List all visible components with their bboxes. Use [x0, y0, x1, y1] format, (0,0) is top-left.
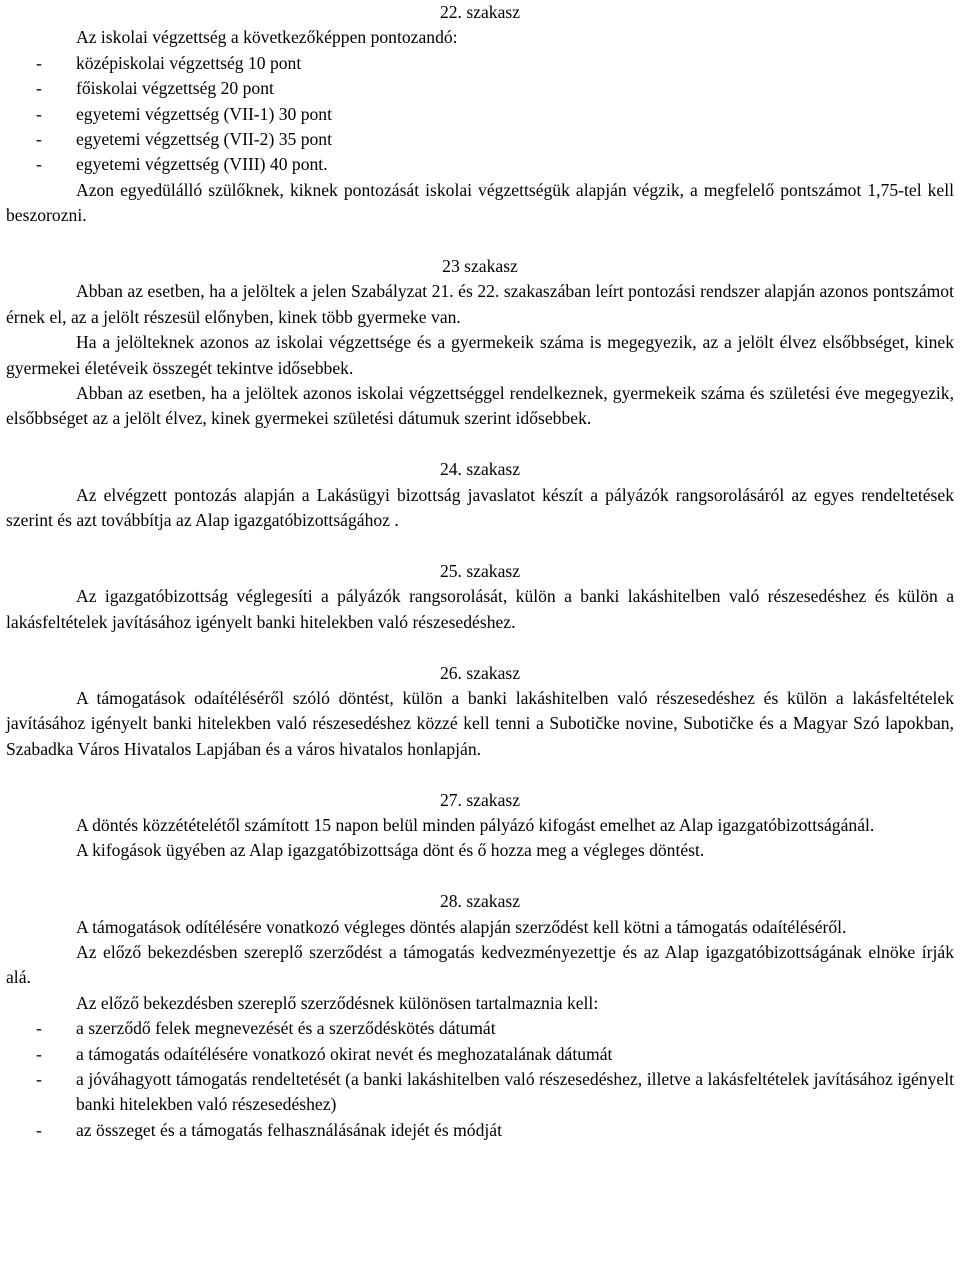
paragraph: Az elvégzett pontozás alapján a Lakásügyi bizottság javaslatot készít a pályázók rangsorolásáról az egyes rendeltetések szerint és azt továbbítja az Alap igazgatóbizottságához . [6, 484, 954, 531]
section-heading: 23 szakasz [442, 256, 518, 277]
list-item: - középiskolai végzettség 10 pont [6, 51, 954, 76]
section-heading: 27. szakasz [439, 789, 521, 810]
paragraph: A támogatások odítélésére vonatkozó végleges döntés alapján szerződést kell kötni a támogatás odaítéléséről. [76, 916, 847, 937]
list-item: - a jóváhagyott támogatás rendeltetését (a banki lakáshitelben való részesedéshez, illetve a lakásfeltételek javításához igényelt banki hitelekben való részesedéshez) [36, 1068, 954, 1115]
section-23 [6, 254, 954, 432]
paragraph: A kifogások ügyében az Alap igazgatóbizottsága dönt és ő hozza meg a végleges döntést. [76, 840, 705, 861]
paragraph: A döntés közzétételétől számított 15 napon belül minden pályázó kifogást emelhet az Alap igazgatóbizottságánál. [76, 814, 875, 835]
list-dash: - [36, 78, 42, 99]
section-heading: 28. szakasz [439, 891, 521, 912]
spacer [6, 229, 954, 254]
list-item: - egyetemi végzettség (VII-1) 30 pont [6, 102, 954, 127]
paragraph: Az előző bekezdésben szereplő szerződésnek különösen tartalmaznia kell: [76, 992, 599, 1013]
paragraph: Az igazgatóbizottság véglegesíti a pályázók rangsorolását, külön a banki lakáshitelben való részesedéshez és külön a lakásfeltételek javításához igényelt banki hitelekben való részesedéshez. [6, 586, 954, 632]
section-27 [6, 788, 954, 864]
paragraph: Azon egyedülálló szülőknek, kiknek pontozását iskolai végzettségük alapján végzik, a megfelelő pontszámot 1,75-tel kell beszorozni. [6, 179, 954, 226]
section-heading: 25. szakasz [439, 560, 521, 581]
spacer [6, 432, 954, 457]
paragraph: Abban az esetben, ha a jelöltek a jelen Szabályzat 21. és 22. szakaszában leírt pontozási rendszer alapján azonos pontszámot érnek el, az a jelölt részesül előnyben, kinek több gyermeke van. [6, 281, 954, 327]
list-item: - főiskolai végzettség 20 pont [6, 76, 954, 101]
spacer [6, 864, 954, 889]
spacer [6, 635, 954, 660]
section-26 [6, 661, 954, 763]
list-dash: - [36, 154, 42, 175]
section-heading: 22. szakasz [439, 2, 521, 22]
list-item: - a támogatás odaítélésére vonatkozó okirat nevét és meghozatalának dátumát [6, 1042, 954, 1067]
paragraph: Ha a jelölteknek azonos az iskolai végzettsége és a gyermekeik száma is megegyezik, az a jelölt élvez elsőbbséget, kinek gyermekei életéveik összegét tekintve idősebbek. [6, 332, 954, 378]
paragraph: Az előző bekezdésben szereplő szerződést a támogatás kedvezményezettje és az Alap igazgatóbizottságának elnöke írják alá. [6, 941, 954, 988]
list-item: - egyetemi végzettség (VII-2) 35 pont [6, 127, 954, 152]
section-heading: 26. szakasz [439, 662, 521, 683]
paragraph: Abban az esetben, ha a jelöltek azonos iskolai végzettséggel rendelkeznek, gyermekeik száma és születési éve megegyezik, elsőbbséget az a jelölt élvez, kinek gyermekei születési dátumuk szerint idősebbek. [6, 383, 954, 429]
list-item: - egyetemi végzettség (VIII) 40 pont. [6, 152, 954, 177]
list-dash: - [36, 129, 42, 150]
list-item: - az összeget és a támogatás felhasználásának idejét és módját [6, 1118, 954, 1143]
list-dash: - [36, 1119, 42, 1140]
list-dash: - [36, 52, 42, 73]
list-item: - a szerződő felek megnevezését és a szerződéskötés dátumát [6, 1016, 954, 1041]
list-dash: - [36, 1018, 42, 1039]
paragraph: A támogatások odaítéléséről szóló döntést, külön a banki lakáshitelben való részesedéshez és külön a lakásfeltételek javításához igényelt banki hitelekben való részesedéshez közzé kell tenni a Subotičke novine, Subotičke és a Magyar Szó lapokban, Szabadka Város Hivatalos Lapjában és a város hivatalos honlapján. [6, 687, 954, 759]
list-dash: - [36, 1043, 42, 1064]
spacer [6, 762, 954, 787]
section-heading: 24. szakasz [439, 459, 521, 480]
list-dash: - [36, 1068, 42, 1089]
paragraph: Az iskolai végzettség a következőképpen pontozandó: [76, 27, 458, 48]
section-28 [6, 889, 954, 1143]
list-dash: - [36, 103, 42, 124]
section-24 [6, 457, 954, 533]
spacer [6, 534, 954, 559]
section-22 [6, 0, 954, 229]
section-25 [6, 559, 954, 635]
